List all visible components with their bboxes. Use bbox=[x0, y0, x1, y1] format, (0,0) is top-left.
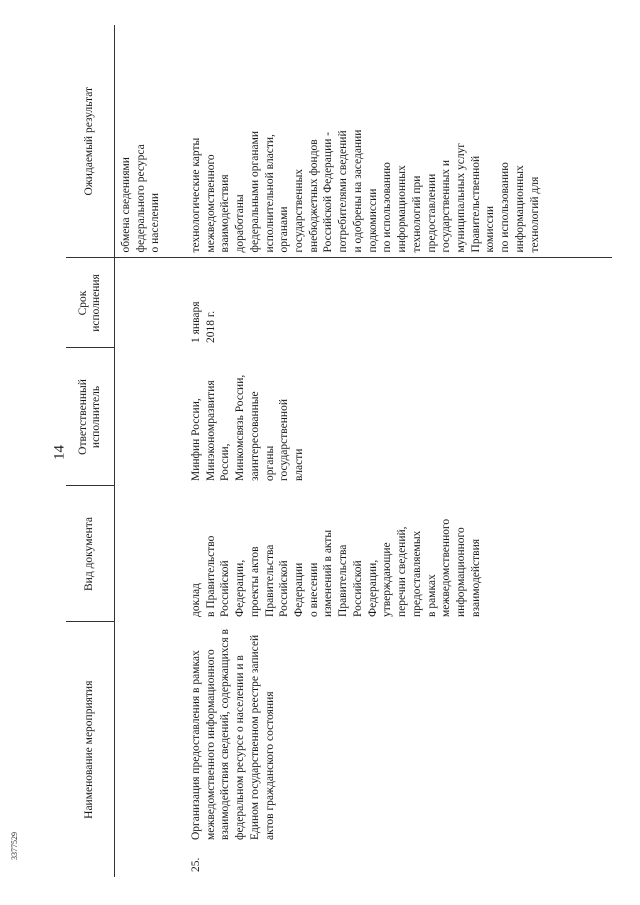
header-expected-result: Ожидаемый результат bbox=[66, 25, 115, 258]
empty-cell bbox=[115, 348, 186, 486]
page-number: 14 bbox=[51, 445, 68, 460]
executor: Минфин России, Минэкономразвития России, Минкомсвязь России, заинтересованные органы государственной власти bbox=[190, 374, 306, 481]
table-row bbox=[185, 25, 612, 877]
header-deadline: Срок исполнения bbox=[66, 258, 115, 348]
table-header-row bbox=[66, 25, 115, 877]
expected-result: технологические карты межведомственного взаимодействия доработаны федеральными органами исполнительной власти, органами государственных внебюджетных фондов Российской Федерации - потребителями сведений и одобрены на заседании подкомиссии по использованию информационных технологий при предоставлении государственных и муниципальных услуг Правительственной комиссии по использованию информационных технологий для bbox=[185, 25, 612, 258]
continued-result-text: обмена сведениями федерального ресурса о населении bbox=[115, 25, 186, 258]
header-measure-name: Наименование мероприятия bbox=[66, 622, 115, 877]
empty-cell bbox=[115, 486, 186, 622]
deadline: 1 января 2018 г. bbox=[190, 301, 217, 343]
header-document-type: Вид документа bbox=[66, 486, 115, 622]
table-row-continuation bbox=[115, 25, 186, 877]
empty-cell bbox=[115, 845, 186, 877]
measure-name: Организация предоставления в рамках межведомственного информационного взаимодействия сведений, содержащихся в федеральном ресурсе о населении и в Едином государственном реестре записей актов гражданского состояния bbox=[190, 629, 276, 840]
measures-table bbox=[66, 25, 612, 877]
header-executor: Ответственный исполнитель bbox=[66, 348, 115, 486]
row-number: 25. bbox=[190, 857, 202, 872]
empty-cell bbox=[115, 622, 186, 845]
document-id: 3377529 bbox=[10, 832, 19, 860]
rotated-table-container bbox=[66, 25, 612, 877]
document-type: доклад в Правительство Российской Федерации, проекты актов Правительства Российской Федерации о внесении изменений в акты Правительства Российской Федерации, утверждающие перечни сведений, предоставляемых в рамках межведомственного информационного взаимодействия bbox=[190, 518, 482, 617]
empty-cell bbox=[115, 258, 186, 348]
